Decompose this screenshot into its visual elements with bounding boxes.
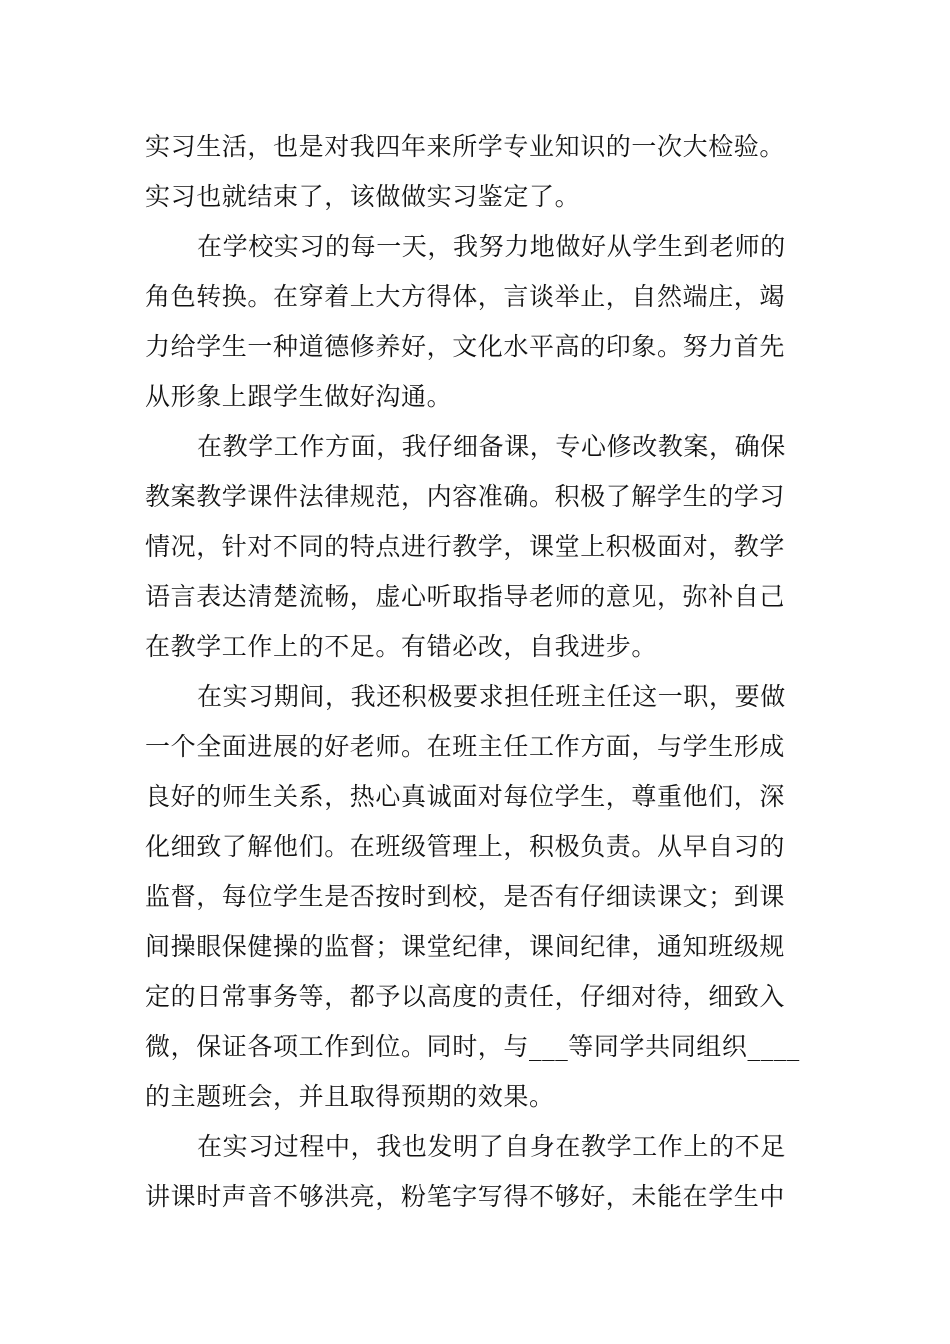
text-line: 讲课时声音不够洪亮，粉笔字写得不够好，未能在学生中 <box>145 1182 786 1211</box>
text-line: 实习也就结束了，该做做实习鉴定了。 <box>145 182 581 211</box>
text-line: 语言表达清楚流畅，虚心听取指导老师的意见，弥补自己 <box>145 582 786 611</box>
text-line: 的主题班会，并且取得预期的效果。 <box>145 1082 555 1111</box>
text-line: 力给学生一种道德修养好，文化水平高的印象。努力首先 <box>145 332 786 361</box>
text-line: 化细致了解他们。在班级管理上，积极负责。从早自习的 <box>145 832 786 861</box>
text-line: 实习生活，也是对我四年来所学专业知识的一次大检验。 <box>145 132 786 161</box>
text-line: 一个全面进展的好老师。在班主任工作方面，与学生形成 <box>145 732 786 761</box>
text-line: 定的日常事务等，都予以高度的责任，仔细对待，细致入 <box>145 982 786 1011</box>
text-line: 在教学工作上的不足。有错必改，自我进步。 <box>145 632 658 661</box>
text-line: 监督，每位学生是否按时到校，是否有仔细读课文；到课 <box>145 882 786 911</box>
paragraph-start-line: 在学校实习的每一天，我努力地做好从学生到老师的 <box>197 232 786 261</box>
text-line: 角色转换。在穿着上大方得体，言谈举止，自然端庄，竭 <box>145 282 786 311</box>
document-body <box>145 122 807 1222</box>
text-line: 从形象上跟学生做好沟通。 <box>145 382 453 411</box>
paragraph-start-line: 在实习过程中，我也发明了自身在教学工作上的不足 <box>197 1132 786 1161</box>
text-line: 微，保证各项工作到位。同时，与___等同学共同组织____ <box>145 1032 800 1061</box>
text-line: 情况，针对不同的特点进行教学，课堂上积极面对，教学 <box>145 532 786 561</box>
text-line: 间操眼保健操的监督；课堂纪律，课间纪律，通知班级规 <box>145 932 786 961</box>
paragraph-start-line: 在教学工作方面，我仔细备课，专心修改教案，确保 <box>197 432 786 461</box>
text-line: 良好的师生关系，热心真诚面对每位学生，尊重他们，深 <box>145 782 786 811</box>
paragraph-start-line: 在实习期间，我还积极要求担任班主任这一职，要做 <box>197 682 786 711</box>
text-line: 教案教学课件法律规范，内容准确。积极了解学生的学习 <box>145 482 786 511</box>
